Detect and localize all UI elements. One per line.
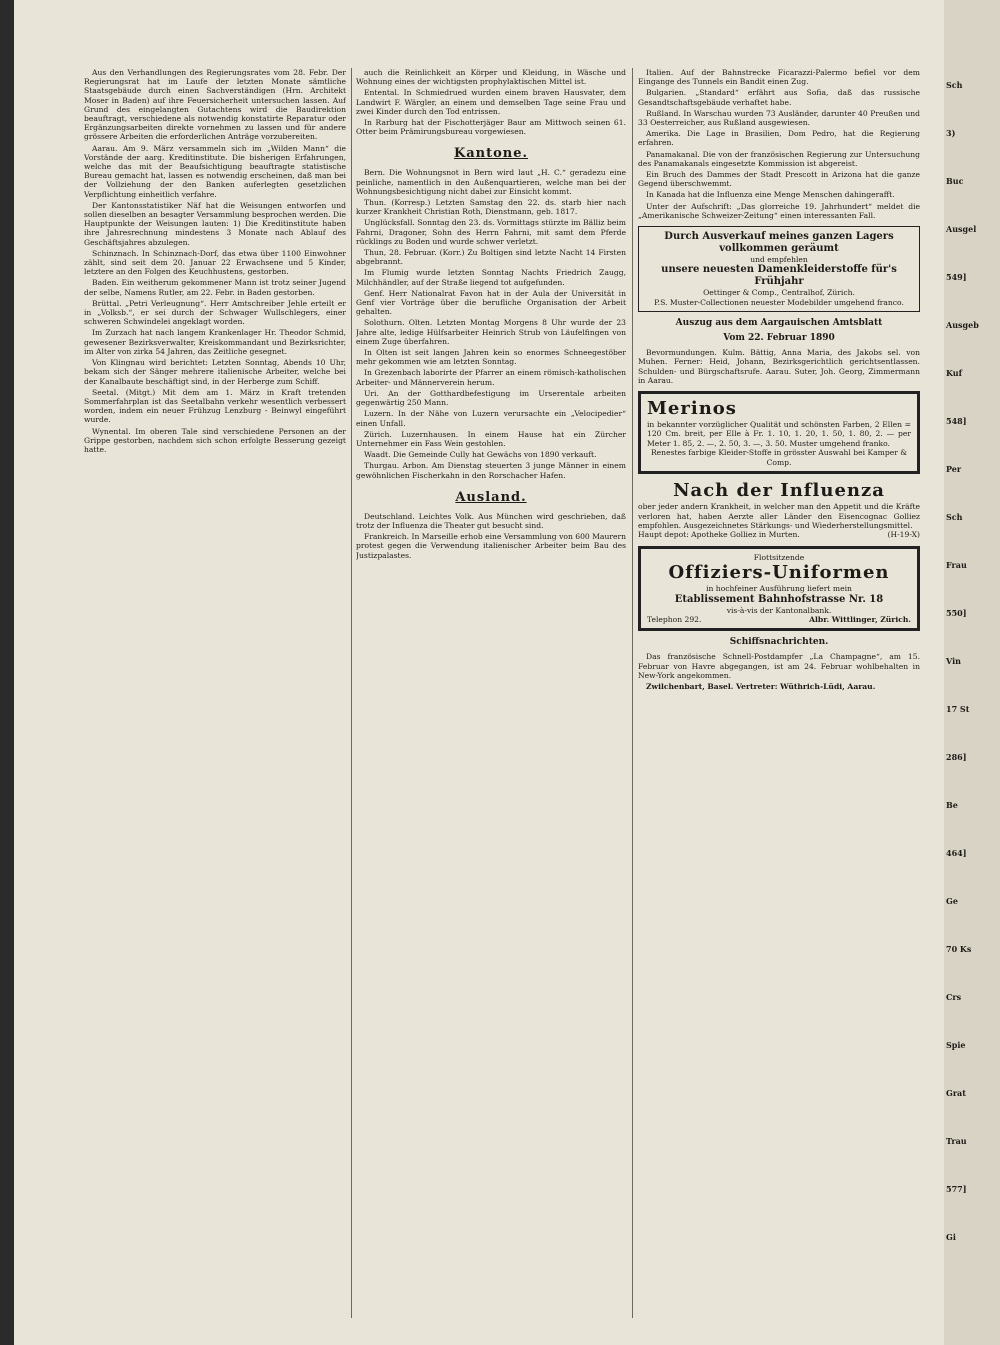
article-paragraph: Solothurn. Olten. Letzten Montag Morgens 8 Uhr wurde der 23 Jahre alte, ledige Hülfsarbeiter Heinrich Strub von Läufelfingen von einem Zuge überfahren. [356, 318, 626, 346]
column-rule [632, 68, 633, 1318]
article-paragraph: Ein Bruch des Dammes der Stadt Prescott in Arizona hat die ganze Gegend überschwemmt. [638, 170, 920, 189]
section-heading-kantone: Kantone. [453, 146, 529, 162]
article-paragraph: Deutschland. Leichtes Volk. Aus München wird geschrieben, daß trotz der Influenza die Theater gut besucht sind. [356, 511, 626, 530]
article-paragraph: Panamakanal. Die von der französischen Regierung zur Untersuchung des Panamakanals eingesetzte Kommission ist abgereist. [638, 149, 920, 168]
strip-text: Ausgeb [946, 320, 979, 330]
article-paragraph: Thurgau. Arbon. Am Dienstag steuerten 3 junge Männer in einem gewöhnlichen Fischerkahn in den Rorschacher Hafen. [356, 461, 626, 480]
strip-text: Trau [946, 1136, 967, 1146]
article-paragraph: Frankreich. In Marseille erhob eine Versammlung von 600 Maurern protest gegen die Verwendung italienischer Arbeiter beim Bau des Justizpalastes. [356, 532, 626, 560]
ad-phone: Telephon 292. [647, 614, 702, 624]
ad-footer [638, 530, 920, 539]
ad-title: Nach der Influenza [673, 480, 885, 502]
ad-name: Albr. Wittlinger, Zürich. [809, 614, 911, 624]
strip-text: 70 Ks [946, 944, 972, 954]
article-paragraph: Bern. Die Wohnungsnot in Bern wird laut „H. C.“ geradezu eine peinliche, namentlich in den Außenquartieren, welche man bei der Wohnungsbesichtigung nicht dabei zur Einsicht kommt. [356, 168, 626, 196]
article-paragraph: Unter der Aufschrift: „Das glorreiche 19. Jahrhundert“ meldet die „Amerikanische Schweizer-Zeitung“ einen interessanten Fall. [638, 201, 920, 220]
strip-text: Ge [946, 896, 958, 906]
strip-text: 464] [946, 848, 967, 858]
article-paragraph: Genf. Herr Nationalrat Favon hat in der Aula der Universität in Genf vier Vorträge über die berufliche Organisation der Arbeit gehalten. [356, 288, 626, 317]
article-paragraph: Der Kantonsstatistiker Näf hat die Weisungen entworfen und sollen dieselben an besagter Versammlung besprochen werden. Die Hauptpunkte der Weisungen lauten: 1) Die Kreditinstitute haben ihre Jahresrechnung mindestens 3 Monate nach Ablauf des Geschäftsjahres abzulegen. [84, 200, 346, 247]
article-paragraph: Thun, 28. Februar. (Korr.) Zu Boltigen sind letzte Nacht 14 Firsten abgebrannt. [356, 248, 626, 267]
article-paragraph: Italien. Auf der Bahnstrecke Ficarazzi-Palermo befiel vor dem Eingange des Tunnels ein Bandit einen Zug. [638, 68, 920, 87]
article-paragraph: Brüttal. „Petri Verleugnung“. Herr Amtschreiber Jehle erteilt er in „Volksb.“, er sei durch der Schwager Wullschlegers, einer schweren Schwindelei angeklagt worden. [84, 298, 346, 327]
article-paragraph: Waadt. Die Gemeinde Cully hat Gewächs von 1890 verkauft. [364, 450, 597, 460]
shipping-text: Das französische Schnell-Postdampfer „La Champagne“, am 15. Februar von Havre abgegangen, ist am 24. Februar wohlbehalten in New-York angekommen. [638, 652, 920, 680]
ad-line: Oettinger & Comp., Centralhof, Zürich. [703, 288, 855, 298]
ad-line: unsere neuesten Damenkleiderstoffe für's Frühjahr [661, 264, 897, 288]
ad-title: Merinos [647, 398, 737, 420]
article-paragraph: Entental. In Schmiedrued wurden einem braven Hausvater, dem Landwirt F. Wärgler, an einem und demselben Tage seine Frau und zwei Kinder durch den Tod entrissen. [356, 88, 626, 116]
strip-text: Ausgel [946, 224, 977, 234]
article-paragraph: In Grezenbach laborirte der Pfarrer an einem römisch-katholischen Arbeiter- und Männerverein herum. [356, 368, 626, 387]
article-paragraph: Baden. Ein weitherum gekommener Mann ist trotz seiner Jugend der selbe, Namens Rutler, am 22. Febr. in Baden gestorben. [84, 278, 346, 297]
amtsblatt-text: Bevormundungen. Kulm. Bättig, Anna Maria, des Jakobs sel. von Muhen. Ferner: Heid, Johann, Bezirksgerichtlich gerichtsentlassen. Schulden- und Bürgschaftsrufe. Aarau. Suter, Joh. Georg, Zimmermann in Aarau. [638, 348, 920, 385]
article-paragraph: Im Zurzach hat nach langem Krankenlager Hr. Theodor Schmid, gewesener Bezirksverwalter, Kreiskommandant und Bezirksrichter, im Alter von zirka 54 Jahren, das Zeitliche gesegnet. [84, 328, 346, 356]
article-paragraph: Im Flumig wurde letzten Sonntag Nachts Friedrich Zaugg, Milchhändler, auf der Straße liegend tot aufgefunden. [356, 268, 626, 287]
strip-text: Grat [946, 1088, 966, 1098]
adjacent-page-strip [944, 0, 1000, 1345]
ad-depot: Haupt depot: Apotheke Golliez in Murten. [638, 530, 800, 540]
advertisement-influenza [638, 480, 920, 540]
amtsblatt-heading: Auszug aus dem Aargauischen Amtsblatt [675, 318, 883, 329]
newspaper-page [14, 0, 944, 1345]
section-heading-ausland: Ausland. [455, 489, 527, 505]
ad-line: vis-à-vis der Kantonalbank. [726, 605, 832, 615]
article-paragraph: Unglücksfall. Sonntag den 23. ds. Vormittags stürzte im Bälliz beim Fahrni, Dragoner, Sohn des Herrn Fahrni, mit samt dem Pferde rücklings zu Boden und wurde schwer verletzt. [356, 218, 626, 246]
column-rule [351, 68, 352, 1318]
strip-text: 549] [946, 272, 967, 282]
strip-text: Be [946, 800, 958, 810]
strip-text: Crs [946, 992, 962, 1002]
ad-line: in hochfeiner Ausführung liefert mein [706, 584, 852, 594]
article-paragraph: Thun. (Korresp.) Letzten Samstag den 22. ds. starb hier nach kurzer Krankheit Christian Roth, Dienstmann, geb. 1817. [356, 198, 626, 217]
amtsblatt-date: Vom 22. Februar 1890 [723, 333, 835, 344]
article-paragraph: auch die Reinlichkeit an Körper und Kleidung, in Wäsche und Wohnung eines der wichtigsten prophylaktischen Mittel ist. [356, 68, 626, 87]
shipping-heading: Schiffsnachrichten. [729, 637, 829, 648]
ad-line: Etablissement Bahnhofstrasse Nr. 18 [674, 593, 884, 605]
shipping-agent: Zwilchenbart, Basel. Vertreter: Wüthrich-Lüdi, Aarau. [646, 681, 876, 691]
strip-text: Vin [946, 656, 961, 666]
ad-text: in bekannter vorzüglicher Qualität und schönsten Farben, 2 Ellen = 120 Cm. breit, per Elle à Fr. 1. 10, 1. 20, 1. 50, 1. 80, 2. — per Meter 1. 85, 2. —, 2. 50, 3. —, 3. 50. Muster umgehend franko. [647, 420, 911, 448]
article-paragraph: Rußland. In Warschau wurden 73 Ausländer, darunter 40 Preußen und 33 Oesterreicher, aus Rußland ausgewiesen. [638, 108, 920, 128]
article-paragraph: Bulgarien. „Standard“ erfährt aus Sofia, daß das russische Gesandtschaftsgebäude verhaftet habe. [638, 88, 920, 107]
column-2 [356, 68, 626, 1318]
ad-line: Flottsitzende [753, 552, 805, 562]
article-paragraph: Schinznach. In Schinznach-Dorf, das etwa über 1100 Einwohner zählt, sind seit dem 20. Januar 22 Erwachsene und 5 Kinder, letztere an den Folgen des Keuchhustens, gestorben. [84, 248, 346, 277]
article-paragraph: Aus den Verhandlungen des Regierungsrates vom 28. Febr. Der Regierungsrat hat im Laufe der letzten Monate sämtliche Staatsgebäude durch einen Sachverständigen (Hrn. Architekt Moser in Baden) auf ihre Feuersicherheit untersuchen lassen. Auf Grund des eingelangten Gutachtens wird die Baudirektion beauftragt, verschiedene als notwendig konstatirte Reparatur oder Ergänzungsarbeiten direkte vornehmen zu lassen und für andere grössere Arbeiten die erforderlichen Anträge vorzubereiten. [84, 68, 346, 142]
article-paragraph: Uri. An der Gotthardbefestigung im Urserentale arbeiten gegenwärtig 250 Mann. [356, 388, 626, 408]
strip-text: 550] [946, 608, 967, 618]
article-paragraph: Aarau. Am 9. März versammeln sich im „Wilden Mann“ die Vorstände der aarg. Kreditinstitute. Die bisherigen Erfahrungen, welche das mit der Beaufsichtigung beauftragte statistische Bureau gemacht hat, lassen es notwendig erscheinen, daß man bei der Vollziehung der den Banken auferlegten gesetzlichen Verpflichtung einheitlich verfahre. [84, 143, 346, 199]
article-paragraph: Zürich. Luzernhausen. In einem Hause hat ein Zürcher Unternehmer ein Fass Wein gestohlen. [356, 429, 626, 448]
strip-text: Buc [946, 176, 964, 186]
strip-text: 577] [946, 1184, 967, 1194]
article-paragraph: In Kanada hat die Influenza eine Menge Menschen dahingerafft. [646, 190, 895, 200]
article-paragraph: Seetal. (Mitgt.) Mit dem am 1. März in Kraft tretenden Sommerfahrplan ist das Seetalbahn verkehr wesentlich verbessert worden, indem ein neuer Frühzug Lenzburg - Beinwyl eingeführt wurde. [84, 387, 346, 425]
ad-footer [647, 615, 911, 624]
article-paragraph: Wynental. Im oberen Tale sind verschiedene Personen an der Grippe gestorben, nachdem sich schon erfolgte Besserung gezeigt hatte. [84, 426, 346, 454]
advertisement-damenkleiderstoffe [638, 226, 920, 312]
article-paragraph: Amerika. Die Lage in Brasilien, Dom Pedro, hat die Regierung erfahren. [638, 129, 920, 148]
advertisement-merinos [638, 391, 920, 474]
ad-title: Durch Ausverkauf meines ganzen Lagers vollkommen geräumt [664, 231, 894, 255]
column-3 [638, 68, 920, 1318]
ad-line: und empfehlen [750, 255, 808, 265]
strip-text: 286] [946, 752, 967, 762]
ad-footer: Renestes farbige Kleider-Stoffe in grösster Auswahl bei Kamper & Comp. [650, 448, 908, 467]
column-1 [84, 68, 346, 1318]
strip-text: Gi [946, 1232, 956, 1242]
strip-text: 548] [946, 416, 967, 426]
ad-line: P.S. Muster-Collectionen neuester Modebilder umgehend franco. [654, 297, 904, 307]
article-paragraph: Von Klingnau wird berichtet: Letzten Sonntag, Abends 10 Uhr, bekam sich der Sänger mehrere italienische Arbeiter, welche bei der Kanalbaute beschäftigt sind, in der Herberge zum Schiff. [84, 358, 346, 386]
article-paragraph: Luzern. In der Nähe von Luzern verursachte ein „Velocipedier“ einen Unfall. [356, 409, 626, 428]
article-paragraph: In Rarburg hat der Fischotterjäger Baur am Mittwoch seinen 61. Otter beim Prämirungsbureau vorgewiesen. [356, 118, 626, 137]
article-paragraph: In Olten ist seit langen Jahren kein so enormes Schneegestöber mehr gekommen wie am letzten Sonntag. [356, 348, 626, 367]
strip-text: 17 St [946, 704, 970, 714]
strip-text: 3) [946, 128, 956, 138]
strip-text: Spie [946, 1040, 966, 1050]
strip-text: Per [946, 464, 962, 474]
strip-text: Kuf [946, 368, 963, 378]
strip-text: Frau [946, 560, 967, 570]
strip-text: Sch [946, 80, 963, 90]
advertisement-uniformen [638, 546, 920, 632]
ad-text: ober jeder andern Krankheit, in welcher man den Appetit und die Kräfte verloren hat, haben Aerzte aller Länder den Eisencognac Golliez empfohlen. Ausgezeichnetes Stärkungs- und Wiederherstellungsmittel. [638, 502, 920, 530]
strip-text: Sch [946, 512, 963, 522]
ad-code: (H-19-X) [887, 530, 920, 540]
ad-title: Offiziers-Uniformen [668, 562, 890, 584]
